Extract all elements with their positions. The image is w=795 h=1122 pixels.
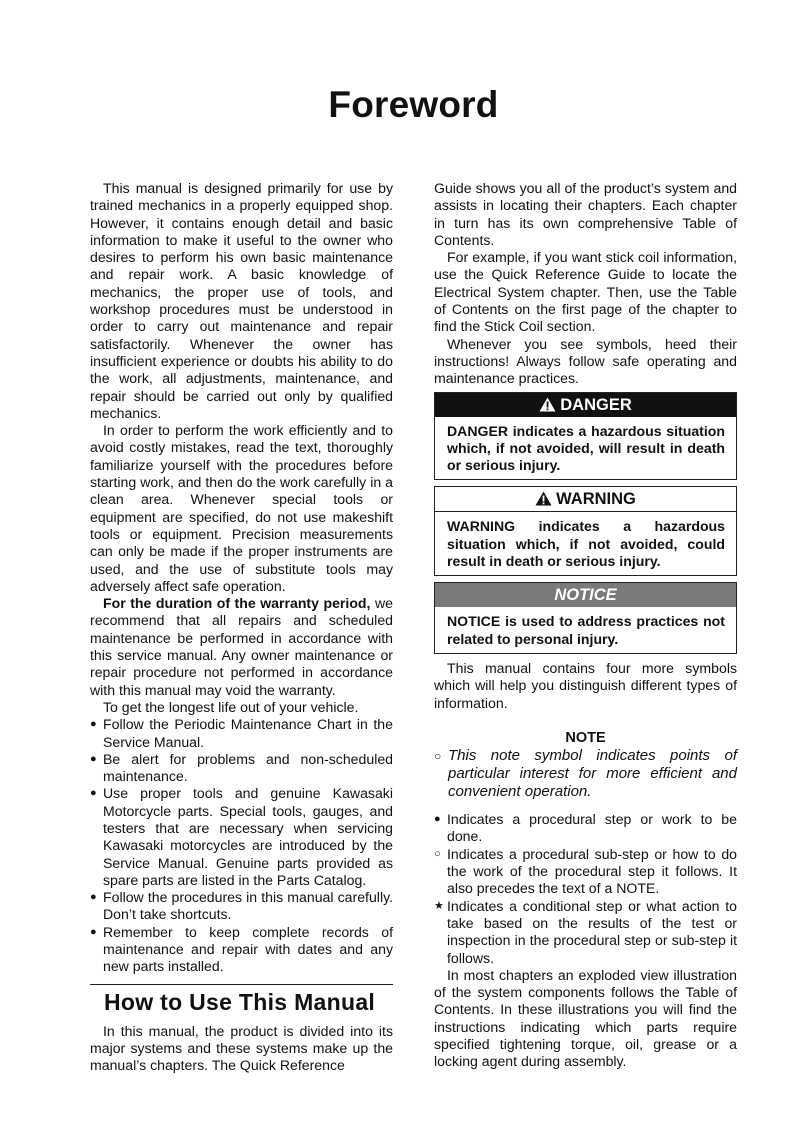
danger-header <box>435 393 736 417</box>
warranty-bold-text: For the duration of the warranty period, <box>103 595 371 612</box>
list-item <box>434 898 737 967</box>
warning-triangle-icon <box>535 491 552 506</box>
list-item-text: Indicates a procedural sub-step or how to do the work of the procedural step it follows. It also precedes the text of a NOTE. <box>447 845 737 897</box>
list-item-text: Remember to keep complete records of maintenance and repair with dates and any new parts installed. <box>103 923 393 975</box>
warning-label: WARNING <box>556 490 636 509</box>
note-title: NOTE <box>565 729 606 746</box>
warning-triangle-icon <box>539 397 556 412</box>
howto-paragraph: In this manual, the product is divided into its major systems and these systems make up the manual’s chapters. The Quick Reference <box>90 1022 393 1074</box>
list-item <box>434 846 737 898</box>
bullet-icon: ● <box>90 718 97 731</box>
bullet-icon: ● <box>90 752 97 765</box>
notice-text: NOTICE is used to address practices not related to personal injury. <box>447 613 725 647</box>
list-item-text: Indicates a conditional step or what action to take based on the results of the test or inspection in the procedural step or sub-step it follows. <box>447 897 737 966</box>
bullet-icon: ● <box>90 787 97 800</box>
four-symbols-paragraph: This manual contains four more symbols which will help you distinguish different types of information. <box>434 659 737 711</box>
guide-paragraph: Guide shows you all of the product’s system and assists in locating their chapters. Each chapter in turn has its own comprehensive Table of Contents. <box>434 180 737 248</box>
tips-list <box>90 716 393 975</box>
left-column <box>90 180 393 1075</box>
list-item-text: Be alert for problems and non-scheduled maintenance. <box>103 750 393 785</box>
section-heading: How to Use This Manual <box>90 984 393 1017</box>
warranty-text: we recommend that all repairs and scheduled maintenance be performed in accordance with this service manual. Any owner maintenance or repair procedure not performed in accordance with this manual may void the warranty. <box>90 595 393 698</box>
list-item <box>90 785 393 889</box>
warranty-paragraph <box>90 595 393 699</box>
efficiency-paragraph: In order to perform the work efficiently and to avoid costly mistakes, read the text, thoroughly familiarize yourself with the procedures before starting work, and then do the work carefully in a clean area. Whenever special tools or equipment are specified, do not use makeshift tools or equipment. Precision measurements can only be made if the proper instruments are used, and the use of substitute tools may adversely affect safe operation. <box>90 422 393 594</box>
circle-icon: ○ <box>434 749 442 764</box>
notice-header: NOTICE <box>435 583 736 607</box>
warning-box <box>434 486 737 576</box>
list-item-text: Use proper tools and genuine Kawasaki Motorcycle parts. Special tools, gauges, and testers that are necessary when servicing Kawasaki motorcycles are introduced by the Service Manual. Genuine parts provided as spare parts are listed in the Parts Catalog. <box>103 785 393 888</box>
page-title: Foreword <box>328 84 499 125</box>
list-item <box>90 716 393 751</box>
warning-text: WARNING indicates a hazardous situation which, if not avoided, could result in death or serious injury. <box>447 518 725 570</box>
bullet-icon: ● <box>90 925 97 938</box>
example-paragraph: For example, if you want stick coil information, use the Quick Reference Guide to locate the Electrical System chapter. Then, use the Table of Contents on the first page of the chapter to find the Stick Coil section. <box>434 249 737 335</box>
bullet-icon: ● <box>90 891 97 904</box>
exploded-view-paragraph: In most chapters an exploded view illustration of the system components follows the Table of Contents. In these illustrations you will find the instructions indicating which parts require specified tightening torque, oil, grease or a locking agent during assembly. <box>434 966 737 1070</box>
circle-icon: ○ <box>434 847 441 860</box>
list-item <box>90 889 393 924</box>
symbol-list <box>434 811 737 967</box>
list-item <box>90 924 393 976</box>
list-item <box>434 811 737 846</box>
notice-box <box>434 582 737 654</box>
right-column <box>434 180 737 1071</box>
symbols-paragraph: Whenever you see symbols, heed their instructions! Always follow safe operating and maintenance practices. <box>434 335 737 387</box>
list-item-text: Indicates a procedural step or work to be done. <box>447 811 737 845</box>
bullet-icon: ● <box>434 813 441 826</box>
danger-label: DANGER <box>560 395 632 414</box>
star-icon: ★ <box>434 899 444 912</box>
list-item <box>90 751 393 786</box>
intro-paragraph: This manual is designed primarily for use by trained mechanics in a properly equipped shop. However, it contains enough detail and basic information to make it useful to the owner who desires to perform his own basic maintenance and repair work. A basic knowledge of mechanics, the proper use of tools, and workshop procedures must be understood in order to carry out maintenance and repair satisfactorily. Whenever the owner has insufficient experience or doubts his ability to do the work, all adjustments, maintenance, and repair should be carried out only by qualified mechanics. <box>90 180 393 421</box>
warning-header <box>435 487 736 512</box>
list-item-text: Follow the Periodic Maintenance Chart in the Service Manual. <box>103 716 393 750</box>
danger-text: DANGER indicates a hazardous situation which, if not avoided, will result in death or serious injury. <box>447 422 725 474</box>
note-body: This note symbol indicates points of particular interest for more efficient and convenient operation. <box>448 747 737 801</box>
longest-life-paragraph: To get the longest life out of your vehicle. <box>103 698 359 715</box>
list-item-text: Follow the procedures in this manual carefully. Don’t take shortcuts. <box>103 889 393 923</box>
danger-box <box>434 392 737 481</box>
note-text <box>434 747 737 801</box>
